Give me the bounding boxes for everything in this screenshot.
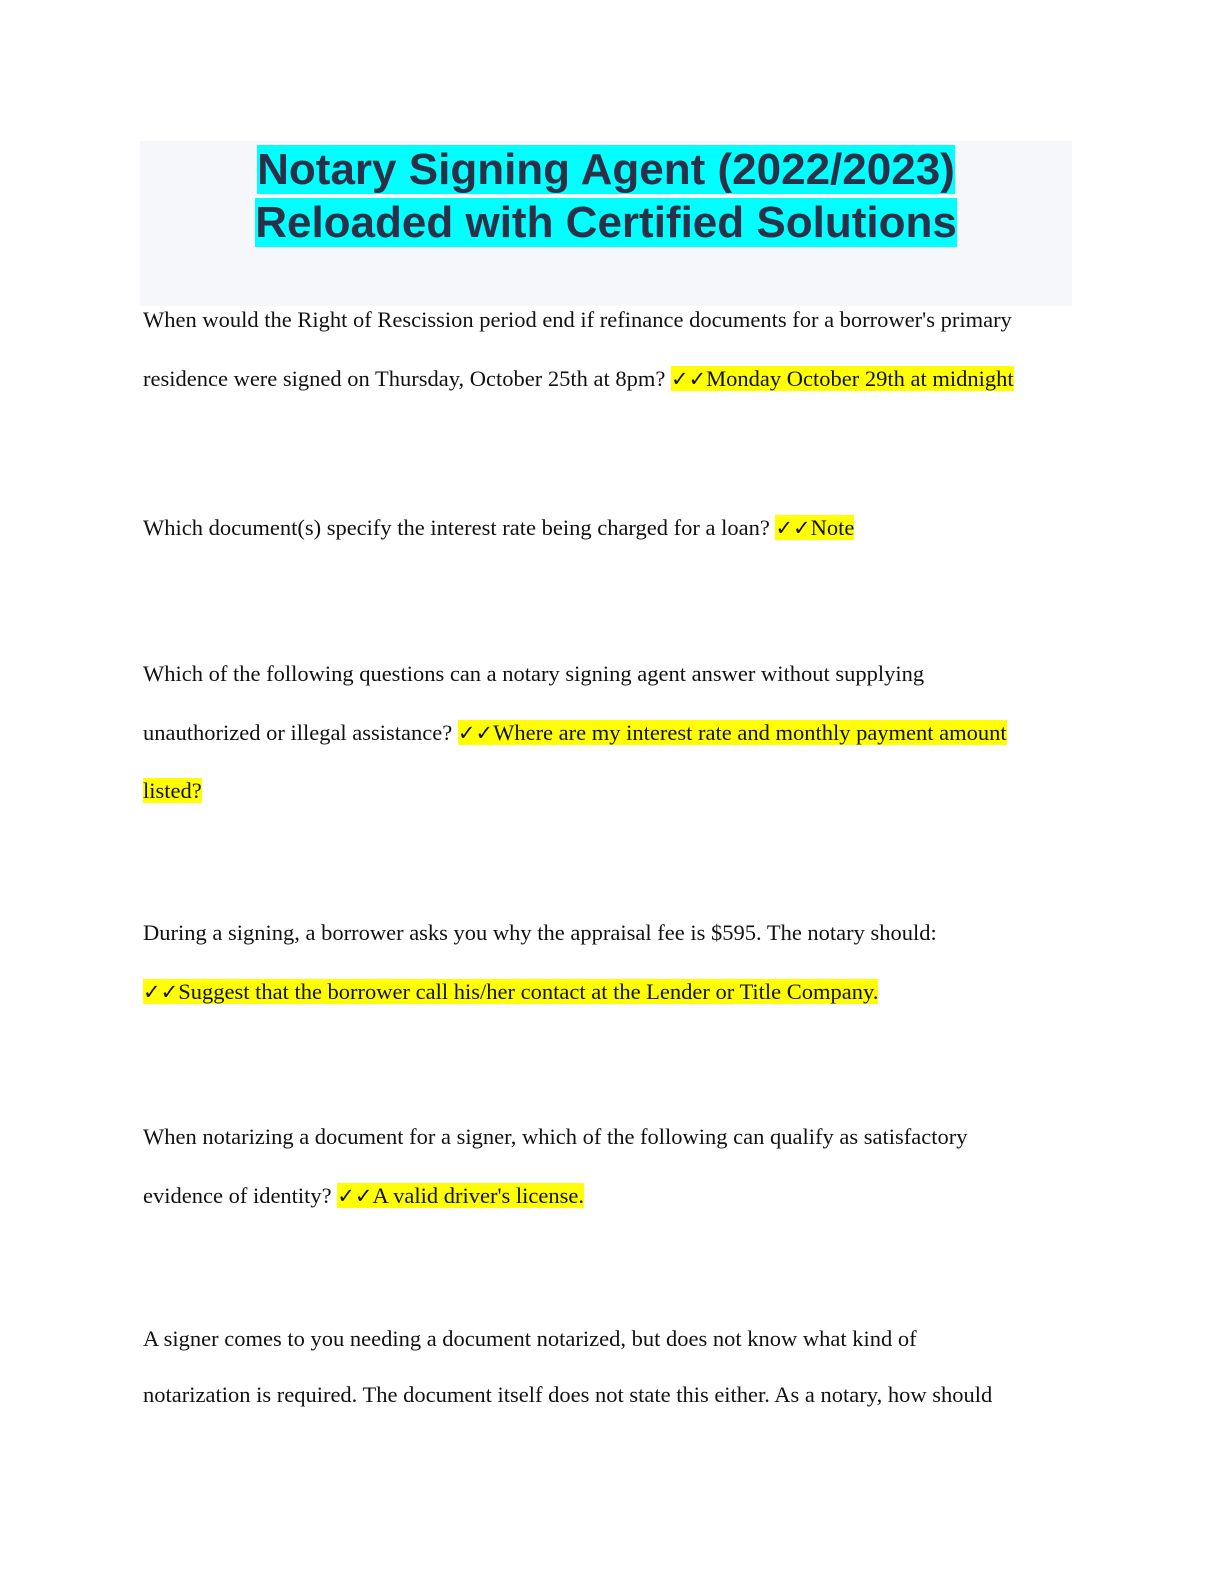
question-text: During a signing, a borrower asks you why the appraisal fee is $595. The notary should: bbox=[143, 920, 937, 945]
answer-highlight bbox=[337, 1183, 584, 1208]
answer-text: Note bbox=[810, 515, 855, 540]
qa-item-4 bbox=[143, 904, 1073, 1021]
double-check-icon: ✓✓ bbox=[337, 1183, 373, 1208]
question-text: When would the Right of Rescission period end if refinance documents for a borrower's primary residence were signed on Thursday, October 25th at 8pm? bbox=[143, 307, 1012, 391]
answer-text: Suggest that the borrower call his/her contact at the Lender or Title Company. bbox=[178, 978, 879, 1004]
question-text: Which document(s) specify the interest rate being charged for a loan? bbox=[143, 515, 776, 540]
double-check-icon: ✓✓ bbox=[670, 366, 707, 391]
double-check-icon: ✓✓ bbox=[775, 516, 811, 540]
answer-highlight bbox=[143, 979, 878, 1004]
qa-item-3 bbox=[143, 645, 1073, 821]
question-text: A signer comes to you needing a document notarized, but does not know what kind of notarization is required. The document itself does not state this either. As a notary, how should bbox=[143, 1326, 993, 1407]
answer-highlight bbox=[775, 515, 854, 540]
document-title bbox=[140, 143, 1072, 249]
question-text: Which of the following questions can a notary signing agent answer without supplying unauthorized or illegal assistance? bbox=[143, 661, 925, 745]
title-line-1: Notary Signing Agent (2022/2023) bbox=[257, 145, 955, 194]
qa-item-1 bbox=[143, 291, 1073, 408]
title-line-2: Reloaded with Certified Solutions bbox=[255, 198, 957, 247]
answer-text: Where are my interest rate and monthly payment amount listed? bbox=[143, 719, 1007, 803]
qa-item-5 bbox=[143, 1108, 1073, 1225]
qa-item-2 bbox=[143, 499, 1073, 558]
double-check-icon: ✓✓ bbox=[457, 720, 494, 745]
answer-text: A valid driver's license. bbox=[372, 1182, 584, 1208]
question-text: When notarizing a document for a signer, which of the following can qualify as satisfactory evidence of identity? bbox=[143, 1124, 968, 1208]
answer-text: Monday October 29th at midnight bbox=[706, 365, 1014, 391]
answer-highlight bbox=[671, 366, 1014, 391]
double-check-icon: ✓✓ bbox=[143, 979, 179, 1004]
qa-item-6 bbox=[143, 1311, 1073, 1423]
